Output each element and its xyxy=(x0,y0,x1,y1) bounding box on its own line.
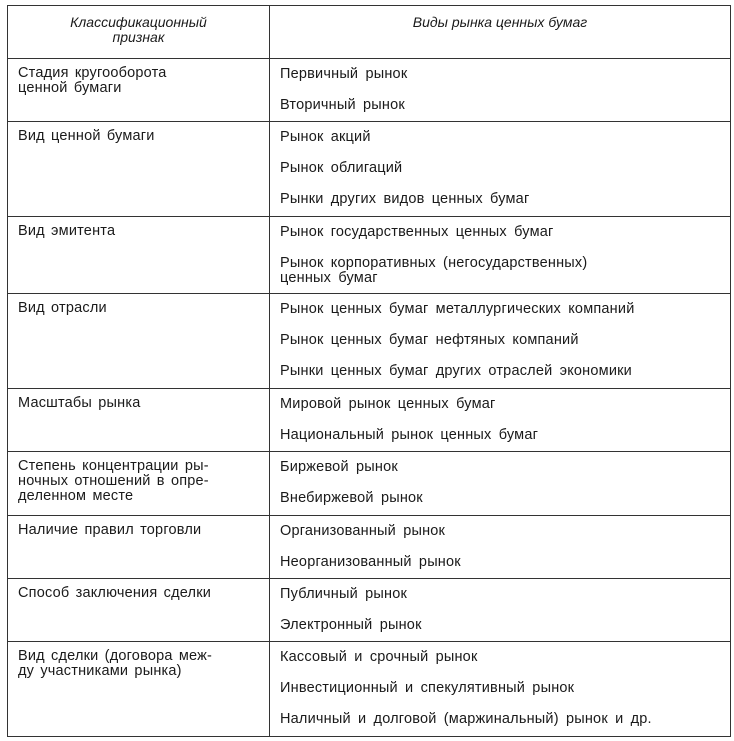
market-kind-item: Биржевой рынок xyxy=(280,459,398,476)
market-kind-item: Неорганизованный рынок xyxy=(280,553,461,570)
criterion-cell: Вид отрасли xyxy=(8,294,270,389)
market-kind-item: Мировой рынок ценных бумаг xyxy=(280,395,496,412)
market-kinds-cell xyxy=(270,216,731,293)
table-row xyxy=(8,59,731,122)
market-kinds-cell xyxy=(270,452,731,515)
table-row xyxy=(8,642,731,737)
market-kind-item: Инвестиционный и спекулятивный рынок xyxy=(280,680,575,697)
market-kind-item: Рынки ценных бумаг других отраслей экономики xyxy=(280,363,632,380)
criterion-cell: Стадия кругооборота ценной бумаги xyxy=(8,59,270,122)
criterion-cell: Вид эмитента xyxy=(8,216,270,293)
table-row xyxy=(8,388,731,451)
market-kind-item: Электронный рынок xyxy=(280,616,422,633)
market-kind-item: Рынок корпоративных (негосударственных) ценных бумаг xyxy=(280,254,588,286)
table-header-row xyxy=(8,6,731,59)
market-kinds-cell xyxy=(270,59,731,122)
criterion-cell: Наличие правил торговли xyxy=(8,515,270,578)
criterion-cell: Вид ценной бумаги xyxy=(8,122,270,217)
market-kinds-cell xyxy=(270,294,731,389)
criterion-cell: Вид сделки (договора меж- ду участниками рынка) xyxy=(8,642,270,737)
market-kinds-cell xyxy=(270,578,731,641)
table-row xyxy=(8,122,731,217)
market-kind-item: Организованный рынок xyxy=(280,522,446,539)
table-row xyxy=(8,515,731,578)
market-kind-item: Первичный рынок xyxy=(280,66,408,82)
market-kind-item: Рынок государственных ценных бумаг xyxy=(280,223,554,240)
market-kind-item: Рынок ценных бумаг металлургических компаний xyxy=(280,301,635,318)
criterion-cell: Масштабы рынка xyxy=(8,388,270,451)
table-row xyxy=(8,294,731,389)
market-kind-item: Кассовый и срочный рынок xyxy=(280,649,478,666)
table-body xyxy=(8,59,731,737)
table-row xyxy=(8,216,731,293)
market-kind-item: Рынок акций xyxy=(280,129,371,146)
criterion-cell: Способ заключения сделки xyxy=(8,578,270,641)
market-kinds-cell xyxy=(270,388,731,451)
table-row xyxy=(8,578,731,641)
market-kinds-cell xyxy=(270,642,731,737)
market-kinds-cell xyxy=(270,515,731,578)
header-market-kinds: Виды рынка ценных бумаг xyxy=(270,6,731,59)
market-kind-item: Вторичный рынок xyxy=(280,97,405,113)
market-kind-item: Внебиржевой рынок xyxy=(280,490,423,507)
market-kind-item: Национальный рынок ценных бумаг xyxy=(280,426,539,443)
market-kinds-cell xyxy=(270,122,731,217)
header-criterion: Классификационный признак xyxy=(8,6,270,59)
market-kind-item: Рынок ценных бумаг нефтяных компаний xyxy=(280,332,579,349)
market-kind-item: Рынок облигаций xyxy=(280,160,403,177)
market-kind-item: Рынки других видов ценных бумаг xyxy=(280,191,530,208)
criterion-cell: Степень концентрации ры- ночных отношений в опре- деленном месте xyxy=(8,452,270,515)
market-kind-item: Наличный и долговой (маржинальный) рынок и др. xyxy=(280,711,652,728)
market-kind-item: Публичный рынок xyxy=(280,585,408,602)
securities-market-classification-table xyxy=(7,5,731,737)
table-row xyxy=(8,452,731,515)
